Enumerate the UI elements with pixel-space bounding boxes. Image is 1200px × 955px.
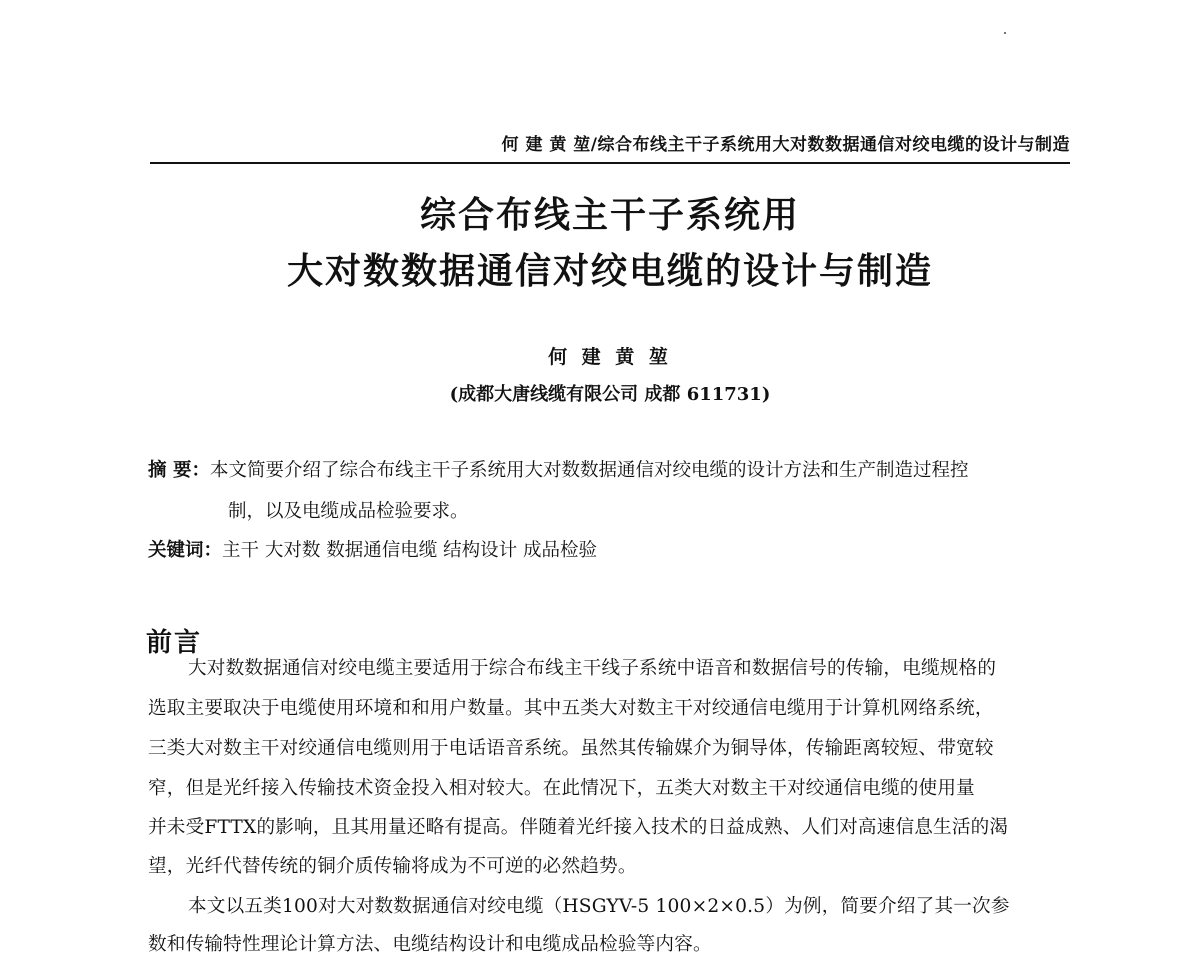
body-line: 本文以五类100对大对数数据通信对绞电缆（HSGYV-5 100×2×0.5）为例，简要介绍了其一次参 [188,896,1010,917]
author-affiliation: (成都大唐线缆有限公司 成都 611731) [449,384,771,405]
section-heading: 前言 [146,628,203,658]
author-names: 何 建 黄 堃 [548,346,672,368]
body-line: 数和传输特性理论计算方法、电缆结构设计和电缆成品检验等内容。 [148,934,712,955]
article-title-line-2: 大对数数据通信对绞电缆的设计与制造 [286,251,933,292]
body-line: 三类大对数主干对绞通信电缆则用于电话语音系统。虽然其传输媒介为铜导体，传输距离较短、带宽较 [148,738,994,759]
article-title-line-1: 综合布线主干子系统用 [419,195,800,236]
abstract-text-1: 本文简要介绍了综合布线主干子系统用大对数数据通信对绞电缆的设计方法和生产制造过程控 [209,460,969,481]
body-line: 窄，但是光纤接入传输技术资金投入相对较大。在此情况下，五类大对数主干对绞通信电缆的使用量 [148,778,975,799]
body-line: 并未受FTTX的影响，且其用量还略有提高。伴随着光纤接入技术的日益成熟、人们对高速信息生活的渴 [148,817,1009,838]
body-line: 选取主要取决于电缆使用环境和和用户数量。其中五类大对数主干对绞通信电缆用于计算机网络系统， [148,698,994,719]
body-line: 望，光纤代替传统的铜介质传输将成为不可逆的必然趋势。 [148,856,637,877]
header-rule [150,162,1070,164]
keywords-label: 关键词： [148,540,223,561]
abstract-line-1 [148,462,968,481]
abstract-line-2: 制，以及电缆成品检验要求。 [228,501,469,522]
scan-speck [1004,32,1006,34]
running-header: 何 建 黄 堃/综合布线主干子系统用大对数数据通信对绞电缆的设计与制造 [501,135,1070,155]
body-line: 大对数数据通信对绞电缆主要适用于综合布线主干线子系统中语音和数据信号的传输，电缆规格的 [188,658,997,679]
keywords-text: 主干 大对数 数据通信电缆 结构设计 成品检验 [222,540,598,561]
abstract-label: 摘 要： [148,460,210,481]
keywords-line [148,542,597,561]
